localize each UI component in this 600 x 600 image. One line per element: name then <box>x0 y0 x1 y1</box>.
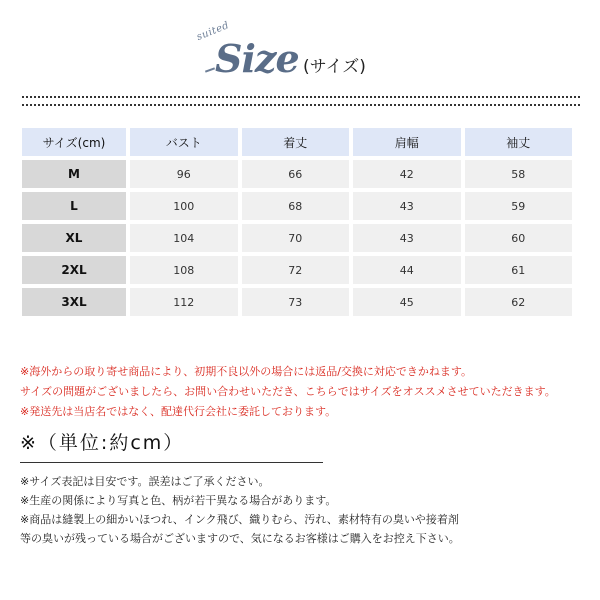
divider-dotted-top <box>22 96 580 98</box>
shoulder-cell: 43 <box>353 224 461 252</box>
sleeve-cell: 58 <box>465 160 573 188</box>
notice-line: ※発送先は当店名ではなく、配達代行会社に委託しております。 <box>20 405 337 418</box>
header-decoration-dash <box>205 67 215 72</box>
table-row <box>22 192 572 220</box>
disclaimer-line: ※サイズ表記は目安です。誤差はご了承ください。 <box>20 475 270 488</box>
size-header <box>0 22 600 82</box>
row-size-label: 3XL <box>22 288 126 316</box>
row-size-label: M <box>22 160 126 188</box>
column-header-sleeve: 袖丈 <box>465 128 573 156</box>
bust-cell: 112 <box>130 288 238 316</box>
column-header-bust: バスト <box>130 128 238 156</box>
column-header-shoulder: 肩幅 <box>353 128 461 156</box>
table-row <box>22 224 572 252</box>
column-header-size: サイズ(cm) <box>22 128 126 156</box>
notice-line: サイズの問題がございましたら、お問い合わせいただき、こちらではサイズをオススメさせていただきます。 <box>20 385 556 398</box>
column-header-length: 着丈 <box>242 128 350 156</box>
disclaimer-block <box>20 472 590 548</box>
unit-title: ※（単位:約cm） <box>20 432 185 454</box>
header-tagline: suited <box>195 20 231 43</box>
length-cell: 66 <box>242 160 350 188</box>
length-cell: 73 <box>242 288 350 316</box>
shoulder-cell: 42 <box>353 160 461 188</box>
table-row <box>22 160 572 188</box>
table-header-row <box>22 128 572 156</box>
sleeve-cell: 62 <box>465 288 573 316</box>
shoulder-cell: 44 <box>353 256 461 284</box>
row-size-label: L <box>22 192 126 220</box>
length-cell: 68 <box>242 192 350 220</box>
disclaimer-line: 等の臭いが残っている場合がございますので、気になるお客様はご購入をお控え下さい。 <box>20 532 460 545</box>
table-row <box>22 288 572 316</box>
bust-cell: 104 <box>130 224 238 252</box>
shoulder-cell: 43 <box>353 192 461 220</box>
shoulder-cell: 45 <box>353 288 461 316</box>
red-notice-block <box>20 362 590 422</box>
size-chart-table <box>18 124 576 320</box>
row-size-label: XL <box>22 224 126 252</box>
disclaimer-line: ※商品は縫製上の細かいほつれ、インク飛び、織りむら、汚れ、素材特有の臭いや接着剤 <box>20 513 459 526</box>
length-cell: 70 <box>242 224 350 252</box>
unit-title-underline <box>20 462 323 463</box>
sleeve-cell: 60 <box>465 224 573 252</box>
header-size-word: Size <box>215 36 299 81</box>
bust-cell: 108 <box>130 256 238 284</box>
header-subtitle: (サイズ) <box>303 57 366 77</box>
length-cell: 72 <box>242 256 350 284</box>
sleeve-cell: 61 <box>465 256 573 284</box>
table-row <box>22 256 572 284</box>
bust-cell: 96 <box>130 160 238 188</box>
sleeve-cell: 59 <box>465 192 573 220</box>
bust-cell: 100 <box>130 192 238 220</box>
divider-dotted-bottom <box>22 104 580 106</box>
notice-line: ※海外からの取り寄せ商品により、初期不良以外の場合には返品/交換に対応できかねます。 <box>20 365 473 378</box>
disclaimer-line: ※生産の関係により写真と色、柄が若干異なる場合があります。 <box>20 494 337 507</box>
row-size-label: 2XL <box>22 256 126 284</box>
